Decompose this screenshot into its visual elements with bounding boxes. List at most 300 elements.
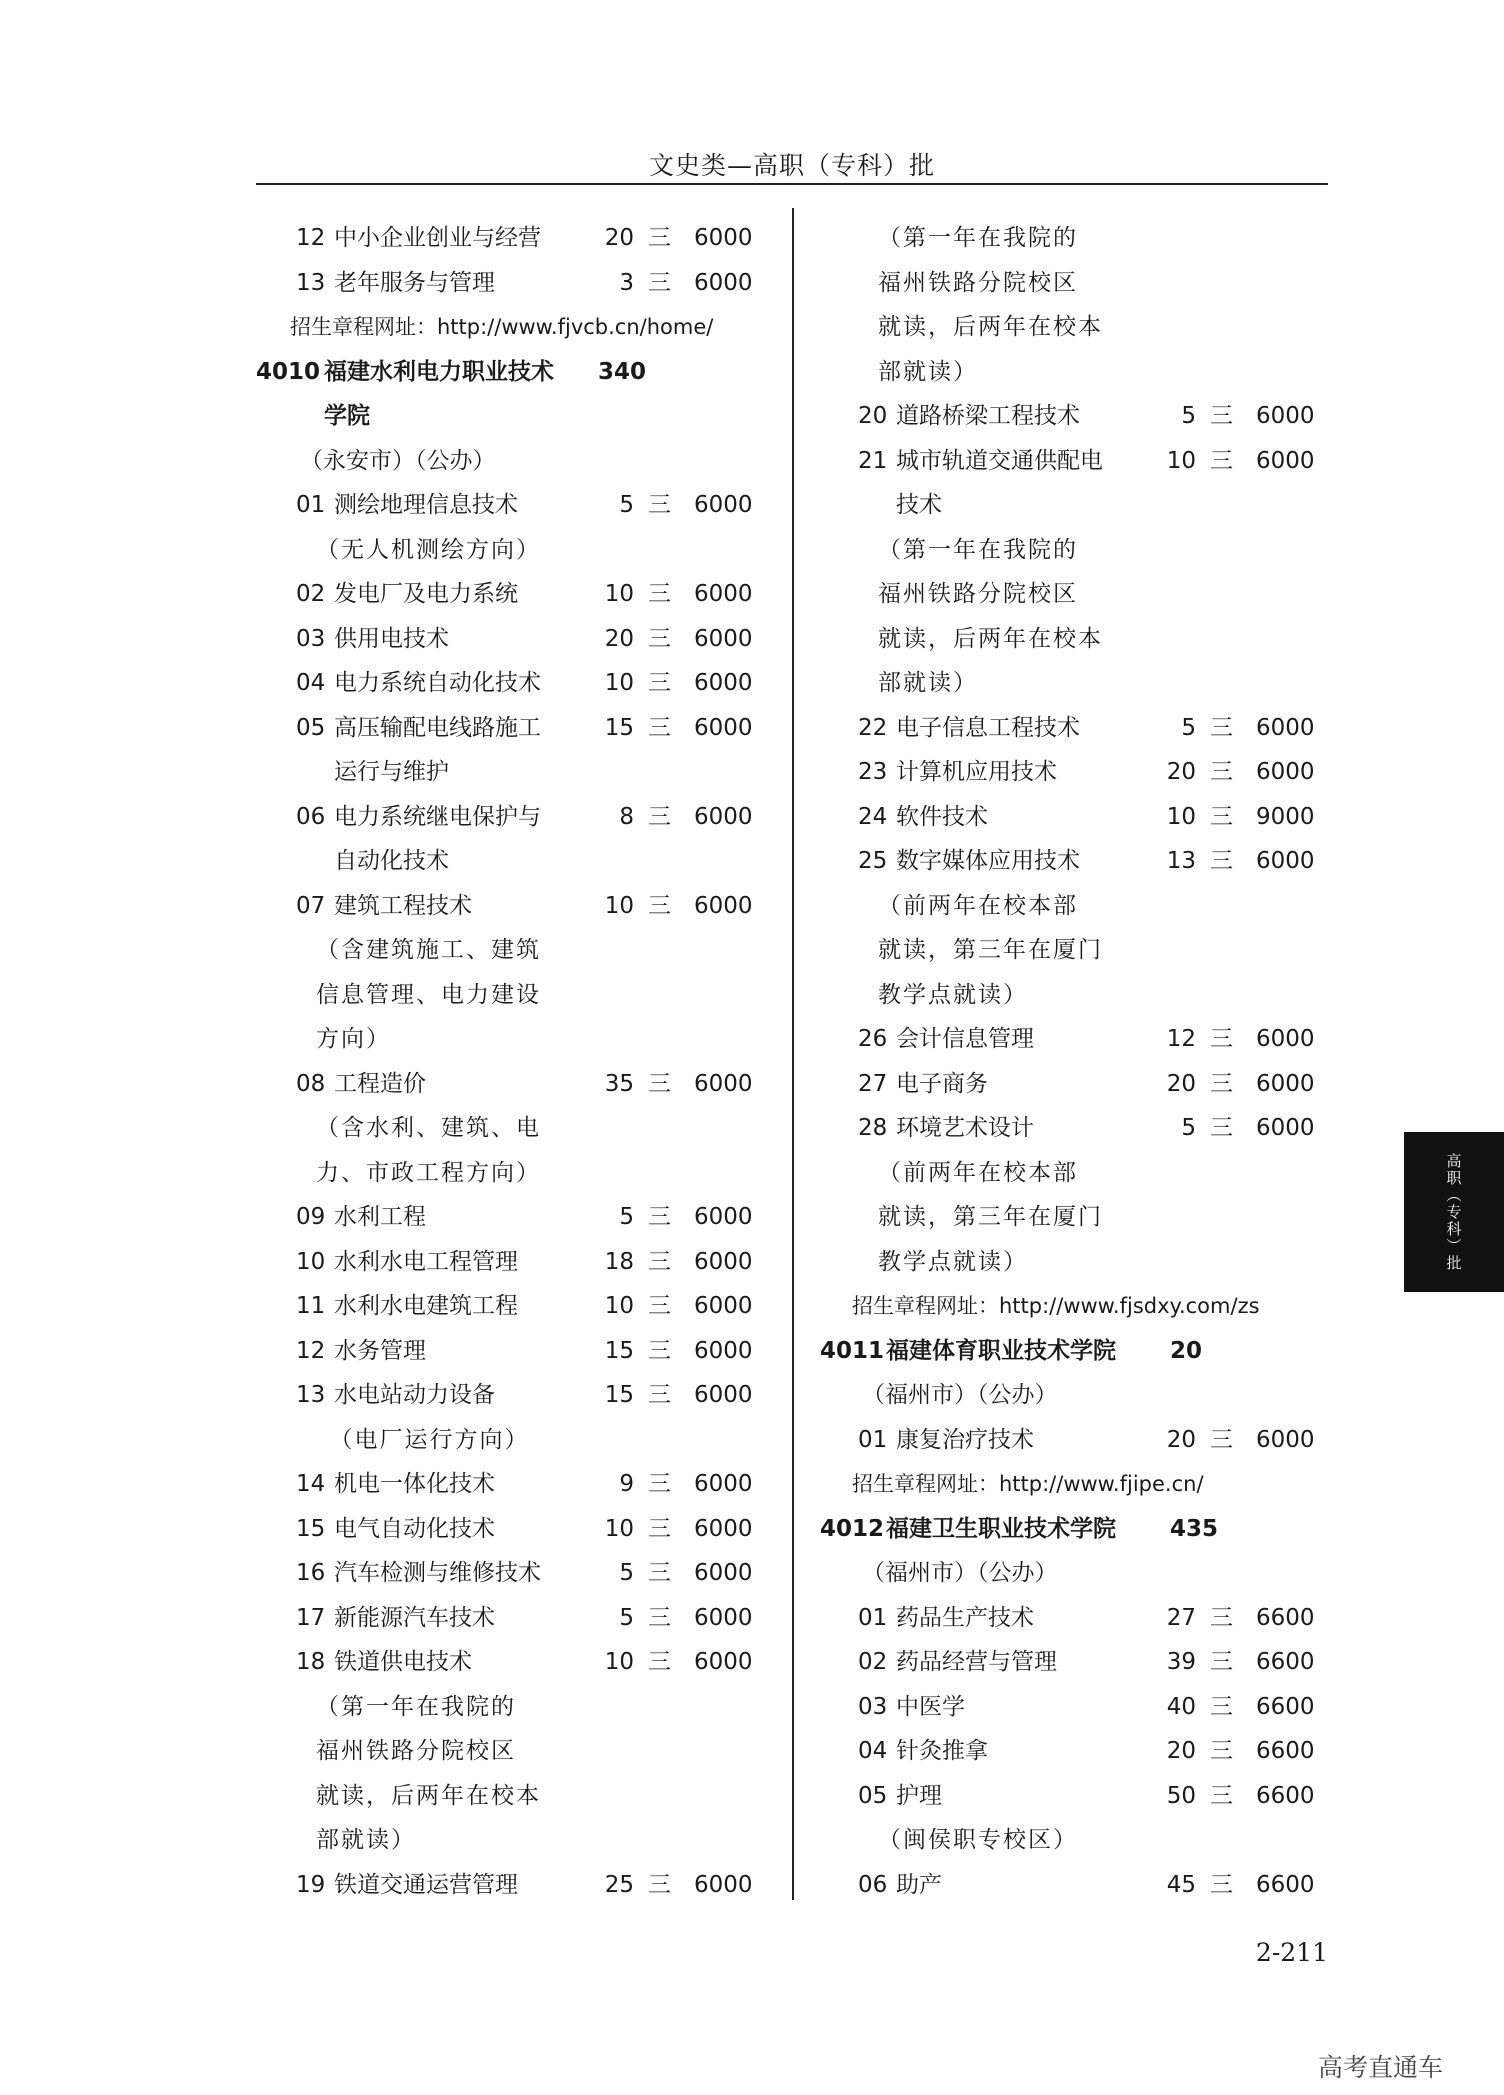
tuition-fee: 6000: [694, 1560, 753, 1586]
major-note-row: [256, 1106, 776, 1151]
major-name: 药品生产技术: [896, 1604, 1034, 1631]
tuition-fee: 6600: [1256, 1604, 1315, 1631]
major-note-row: [818, 572, 1328, 617]
enrollment-count: 10: [1166, 447, 1196, 474]
major-name: 计算机应用技术: [896, 759, 1057, 785]
major-name: 环境艺术设计: [896, 1115, 1034, 1141]
major-note: （前两年在校本部: [878, 892, 1078, 919]
school-location-row: [256, 439, 776, 484]
tuition-fee: 6000: [694, 1337, 753, 1364]
major-note: 福州铁路分院校区: [878, 581, 1078, 607]
major-code: 02: [296, 581, 326, 607]
major-code: 15: [296, 1515, 326, 1542]
study-years: 三: [648, 492, 671, 518]
major-row: [256, 1640, 776, 1685]
section-side-tab: 高职（专科）批: [1404, 1132, 1504, 1292]
major-name: 电力系统自动化技术: [334, 670, 541, 696]
major-row: [818, 706, 1328, 751]
major-code: 23: [858, 759, 888, 785]
major-name-line: 自动化技术: [334, 848, 449, 874]
tuition-fee: 6000: [1256, 714, 1315, 741]
study-years: 三: [1210, 403, 1233, 429]
study-years: 三: [1210, 1871, 1233, 1898]
study-years: 三: [648, 1070, 671, 1097]
major-code: 01: [858, 1604, 888, 1631]
major-note: 部就读）: [878, 358, 978, 385]
major-name: 针灸推拿: [896, 1738, 988, 1764]
major-note: （第一年在我院的: [878, 225, 1078, 251]
major-code: 24: [858, 803, 888, 830]
major-row: [256, 795, 776, 840]
enrollment-count: 20: [604, 625, 634, 652]
major-note: （第一年在我院的: [316, 1693, 516, 1720]
tuition-fee: 6000: [694, 225, 753, 251]
study-years: 三: [648, 670, 671, 696]
major-code: 22: [858, 714, 888, 741]
enrollment-count: 20: [1166, 759, 1196, 785]
major-name: 数字媒体应用技术: [896, 848, 1080, 874]
major-row: [818, 750, 1328, 795]
major-row: [256, 1507, 776, 1552]
study-years: 三: [648, 1471, 671, 1497]
major-row: [256, 1195, 776, 1240]
major-note-row: [818, 216, 1328, 261]
major-name-continuation: [818, 483, 1328, 528]
major-row: [818, 1062, 1328, 1107]
major-note: 部就读）: [316, 1827, 416, 1853]
major-note-row: [256, 1774, 776, 1819]
study-years: 三: [1210, 1070, 1233, 1097]
major-note: 就读，后两年在校本: [878, 625, 1103, 652]
enrollment-count: 5: [1181, 714, 1196, 741]
study-years: 三: [1210, 848, 1233, 874]
major-note: 方向）: [316, 1026, 391, 1052]
study-years: 三: [1210, 803, 1233, 830]
major-row: [818, 1685, 1328, 1730]
study-years: 三: [648, 225, 671, 251]
major-name: 护理: [896, 1782, 942, 1809]
tuition-fee: 6000: [694, 892, 753, 919]
school-row: [818, 1329, 1328, 1374]
tuition-fee: 6000: [694, 670, 753, 696]
school-quota: 20: [1170, 1337, 1203, 1364]
major-name: 水利水电工程管理: [334, 1248, 518, 1275]
study-years: 三: [1210, 1693, 1233, 1720]
enrollment-count: 10: [604, 581, 634, 607]
tuition-fee: 6600: [1256, 1871, 1315, 1898]
major-row: [256, 1240, 776, 1285]
admission-url-row: [818, 1462, 1328, 1507]
major-row: [818, 1729, 1328, 1774]
enrollment-count: 20: [1166, 1426, 1196, 1453]
enrollment-count: 9: [619, 1471, 634, 1497]
study-years: 三: [648, 803, 671, 830]
major-note: （含建筑施工、建筑: [316, 937, 541, 963]
study-years: 三: [648, 1871, 671, 1898]
study-years: 三: [1210, 1426, 1233, 1453]
major-row: [256, 1596, 776, 1641]
school-location: （福州市）（公办）: [862, 1560, 1058, 1586]
major-row: [818, 1774, 1328, 1819]
major-row: [256, 1284, 776, 1329]
major-note-row: [256, 1818, 776, 1863]
major-code: 02: [858, 1649, 888, 1675]
major-code: 09: [296, 1204, 326, 1230]
study-years: 三: [648, 892, 671, 919]
tuition-fee: 6000: [694, 1070, 753, 1097]
major-code: 26: [858, 1026, 888, 1052]
major-code: 03: [858, 1693, 888, 1720]
major-note: 部就读）: [878, 670, 978, 696]
school-quota: 340: [598, 358, 647, 385]
admission-url-row: [256, 305, 776, 350]
major-note-row: [256, 973, 776, 1018]
major-note-row: [818, 1240, 1328, 1285]
enrollment-count: 27: [1166, 1604, 1196, 1631]
major-name-continuation: [256, 839, 776, 884]
major-note: （闽侯职专校区）: [878, 1827, 1078, 1853]
major-code: 07: [296, 892, 326, 919]
major-note-row: [818, 1818, 1328, 1863]
enrollment-count: 15: [604, 1382, 634, 1408]
major-row: [256, 1863, 776, 1908]
major-note: （含水利、建筑、电: [316, 1115, 541, 1141]
major-row: [256, 884, 776, 929]
major-note: （电厂运行方向）: [316, 1426, 530, 1453]
major-name: 供用电技术: [334, 625, 449, 652]
major-note: 力、市政工程方向）: [316, 1159, 541, 1186]
school-quota: 435: [1170, 1515, 1219, 1542]
major-note: 信息管理、电力建设: [316, 981, 541, 1008]
major-row: [256, 617, 776, 662]
tuition-fee: 6000: [1256, 759, 1315, 785]
major-note-row: [818, 350, 1328, 395]
tuition-fee: 6600: [1256, 1782, 1315, 1809]
school-row: [256, 350, 776, 395]
major-row: [256, 261, 776, 306]
left-column: [256, 216, 776, 1907]
major-row: [256, 1462, 776, 1507]
major-code: 27: [858, 1070, 888, 1097]
major-name: 建筑工程技术: [334, 892, 472, 919]
major-note-row: [818, 305, 1328, 350]
major-name-continuation: [256, 750, 776, 795]
major-code: 08: [296, 1070, 326, 1097]
major-code: 01: [296, 492, 326, 518]
major-code: 21: [858, 447, 888, 474]
study-years: 三: [648, 581, 671, 607]
enrollment-count: 10: [604, 892, 634, 919]
major-row: [256, 661, 776, 706]
major-note: （无人机测绘方向）: [316, 536, 541, 563]
major-note-row: [256, 1151, 776, 1196]
tuition-fee: 6000: [694, 269, 753, 296]
major-name: 老年服务与管理: [334, 269, 495, 296]
enrollment-count: 20: [1166, 1738, 1196, 1764]
school-code: 4012: [820, 1515, 885, 1542]
major-name: 测绘地理信息技术: [334, 492, 518, 518]
study-years: 三: [1210, 1738, 1233, 1764]
major-code: 06: [858, 1871, 888, 1898]
tuition-fee: 6000: [694, 1471, 753, 1497]
major-note: 福州铁路分院校区: [316, 1738, 516, 1764]
major-row: [818, 439, 1328, 484]
major-code: 16: [296, 1560, 326, 1586]
major-row: [818, 1596, 1328, 1641]
major-note-row: [818, 973, 1328, 1018]
page-number: 2-211: [1255, 1938, 1328, 1967]
tuition-fee: 6000: [694, 1248, 753, 1275]
major-name: 康复治疗技术: [896, 1426, 1034, 1453]
tuition-fee: 6000: [694, 1204, 753, 1230]
major-note-row: [818, 661, 1328, 706]
major-code: 19: [296, 1871, 326, 1898]
school-location: （福州市）（公办）: [862, 1382, 1058, 1408]
major-code: 06: [296, 803, 326, 830]
major-name: 发电厂及电力系统: [334, 581, 518, 607]
enrollment-count: 5: [619, 1560, 634, 1586]
major-name: 新能源汽车技术: [334, 1604, 495, 1631]
major-name: 药品经营与管理: [896, 1649, 1057, 1675]
major-code: 17: [296, 1604, 326, 1631]
tuition-fee: 6000: [694, 492, 753, 518]
major-note-row: [256, 1418, 776, 1463]
major-row: [256, 1551, 776, 1596]
major-row: [256, 1373, 776, 1418]
major-name: 会计信息管理: [896, 1026, 1034, 1052]
tuition-fee: 6000: [1256, 1026, 1315, 1052]
major-name: 水务管理: [334, 1337, 426, 1364]
school-location-row: [818, 1373, 1328, 1418]
tuition-fee: 6000: [1256, 1115, 1315, 1141]
enrollment-count: 8: [619, 803, 634, 830]
school-row: [818, 1507, 1328, 1552]
major-name: 工程造价: [334, 1070, 426, 1097]
major-name: 软件技术: [896, 803, 988, 830]
major-code: 12: [296, 225, 326, 251]
tuition-fee: 6000: [694, 1293, 753, 1319]
school-location-row: [818, 1551, 1328, 1596]
major-note: 教学点就读）: [878, 1248, 1028, 1275]
tuition-fee: 6000: [1256, 848, 1315, 874]
enrollment-count: 45: [1166, 1871, 1196, 1898]
major-code: 18: [296, 1649, 326, 1675]
major-name: 水利工程: [334, 1204, 426, 1230]
major-note: 就读，后两年在校本: [316, 1782, 541, 1809]
study-years: 三: [1210, 714, 1233, 741]
major-row: [256, 216, 776, 261]
major-name: 电气自动化技术: [334, 1515, 495, 1542]
major-code: 28: [858, 1115, 888, 1141]
major-row: [818, 394, 1328, 439]
major-name: 汽车检测与维修技术: [334, 1560, 541, 1586]
school-code: 4010: [256, 358, 321, 385]
enrollment-count: 10: [1166, 803, 1196, 830]
major-row: [818, 795, 1328, 840]
school-name-line: 学院: [324, 403, 370, 429]
study-years: 三: [1210, 1026, 1233, 1052]
major-name: 高压输配电线路施工: [334, 714, 541, 741]
enrollment-count: 5: [619, 492, 634, 518]
school-name: 福建水利电力职业技术: [324, 358, 554, 385]
enrollment-count: 5: [619, 1604, 634, 1631]
study-years: 三: [648, 714, 671, 741]
enrollment-count: 25: [604, 1871, 634, 1898]
study-years: 三: [648, 1293, 671, 1319]
tuition-fee: 6000: [694, 714, 753, 741]
enrollment-count: 10: [604, 1293, 634, 1319]
column-divider: [792, 208, 794, 1900]
enrollment-count: 10: [604, 670, 634, 696]
enrollment-count: 3: [619, 269, 634, 296]
major-name-line: 运行与维护: [334, 759, 449, 785]
major-name: 道路桥梁工程技术: [896, 403, 1080, 429]
major-row: [818, 1640, 1328, 1685]
tuition-fee: 6600: [1256, 1649, 1315, 1675]
enrollment-count: 20: [1166, 1070, 1196, 1097]
major-name: 助产: [896, 1871, 942, 1898]
major-name: 中医学: [896, 1693, 965, 1720]
major-name-line: 技术: [896, 492, 942, 518]
major-note-row: [818, 528, 1328, 573]
enrollment-count: 18: [604, 1248, 634, 1275]
school-name-continuation: [256, 394, 776, 439]
major-code: 05: [858, 1782, 888, 1809]
tuition-fee: 6000: [694, 581, 753, 607]
study-years: 三: [1210, 1782, 1233, 1809]
tuition-fee: 6000: [694, 625, 753, 652]
study-years: 三: [648, 1560, 671, 1586]
major-row: [818, 1418, 1328, 1463]
right-column: [818, 216, 1328, 1907]
tuition-fee: 6000: [1256, 1426, 1315, 1453]
study-years: 三: [648, 269, 671, 296]
study-years: 三: [1210, 759, 1233, 785]
major-note-row: [256, 1729, 776, 1774]
admission-url: 招生章程网址：http://www.fjsdxy.com/zs: [852, 1294, 1260, 1318]
enrollment-count: 5: [1181, 403, 1196, 429]
tuition-fee: 6000: [694, 1515, 753, 1542]
header-rule: [256, 183, 1328, 185]
major-note: （第一年在我院的: [878, 536, 1078, 563]
major-row: [818, 1863, 1328, 1908]
major-code: 13: [296, 269, 326, 296]
major-row: [256, 1329, 776, 1374]
major-code: 04: [858, 1738, 888, 1764]
study-years: 三: [1210, 1649, 1233, 1675]
major-note: 就读，后两年在校本: [878, 314, 1103, 340]
major-row: [256, 706, 776, 751]
major-code: 10: [296, 1248, 326, 1275]
study-years: 三: [648, 1382, 671, 1408]
admission-url: 招生章程网址：http://www.fjipe.cn/: [852, 1472, 1204, 1496]
major-note-row: [818, 1151, 1328, 1196]
enrollment-count: 13: [1166, 848, 1196, 874]
major-code: 20: [858, 403, 888, 429]
major-name: 城市轨道交通供配电: [896, 447, 1103, 474]
tuition-fee: 6000: [694, 1871, 753, 1898]
major-code: 05: [296, 714, 326, 741]
major-code: 14: [296, 1471, 326, 1497]
major-row: [256, 1062, 776, 1107]
major-name: 中小企业创业与经营: [334, 225, 541, 251]
major-row: [256, 572, 776, 617]
tuition-fee: 9000: [1256, 803, 1315, 830]
major-code: 12: [296, 1337, 326, 1364]
tuition-fee: 6000: [694, 1649, 753, 1675]
major-name: 电子信息工程技术: [896, 714, 1080, 741]
tuition-fee: 6000: [1256, 1070, 1315, 1097]
tuition-fee: 6000: [694, 1382, 753, 1408]
major-note: 福州铁路分院校区: [878, 269, 1078, 296]
major-name: 机电一体化技术: [334, 1471, 495, 1497]
major-name: 铁道供电技术: [334, 1649, 472, 1675]
major-row: [818, 839, 1328, 884]
major-code: 04: [296, 670, 326, 696]
major-note-row: [818, 884, 1328, 929]
major-row: [256, 483, 776, 528]
tuition-fee: 6000: [1256, 403, 1315, 429]
major-note-row: [818, 261, 1328, 306]
major-code: 11: [296, 1293, 326, 1319]
major-note-row: [256, 1017, 776, 1062]
tuition-fee: 6600: [1256, 1738, 1315, 1764]
major-name: 电力系统继电保护与: [334, 803, 541, 830]
watermark: 高考直通车: [1318, 2053, 1444, 2082]
study-years: 三: [1210, 1115, 1233, 1141]
major-code: 25: [858, 848, 888, 874]
school-name: 福建体育职业技术学院: [886, 1337, 1116, 1364]
study-years: 三: [648, 1649, 671, 1675]
enrollment-count: 40: [1166, 1693, 1196, 1720]
study-years: 三: [648, 1248, 671, 1275]
major-row: [818, 1106, 1328, 1151]
enrollment-count: 50: [1166, 1782, 1196, 1809]
major-note-row: [818, 928, 1328, 973]
major-note: 教学点就读）: [878, 981, 1028, 1008]
major-name: 水电站动力设备: [334, 1382, 495, 1408]
enrollment-count: 39: [1166, 1649, 1196, 1675]
study-years: 三: [648, 1515, 671, 1542]
study-years: 三: [648, 1337, 671, 1364]
major-note-row: [818, 617, 1328, 662]
study-years: 三: [1210, 447, 1233, 474]
enrollment-count: 35: [604, 1070, 634, 1097]
major-note: 就读，第三年在厦门: [878, 937, 1103, 963]
study-years: 三: [648, 1604, 671, 1631]
enrollment-count: 12: [1166, 1026, 1196, 1052]
enrollment-count: 15: [604, 714, 634, 741]
major-name: 水利水电建筑工程: [334, 1293, 518, 1319]
enrollment-count: 20: [604, 225, 634, 251]
major-code: 13: [296, 1382, 326, 1408]
major-note: （前两年在校本部: [878, 1159, 1078, 1186]
enrollment-count: 5: [619, 1204, 634, 1230]
major-note-row: [256, 928, 776, 973]
enrollment-count: 10: [604, 1515, 634, 1542]
school-name: 福建卫生职业技术学院: [886, 1515, 1116, 1542]
study-years: 三: [648, 1204, 671, 1230]
enrollment-count: 15: [604, 1337, 634, 1364]
study-years: 三: [648, 625, 671, 652]
enrollment-count: 5: [1181, 1115, 1196, 1141]
major-name: 铁道交通运营管理: [334, 1871, 518, 1898]
major-note-row: [818, 1195, 1328, 1240]
major-name: 电子商务: [896, 1070, 988, 1097]
major-row: [818, 1017, 1328, 1062]
tuition-fee: 6000: [694, 1604, 753, 1631]
school-location: （永安市）（公办）: [300, 447, 496, 474]
